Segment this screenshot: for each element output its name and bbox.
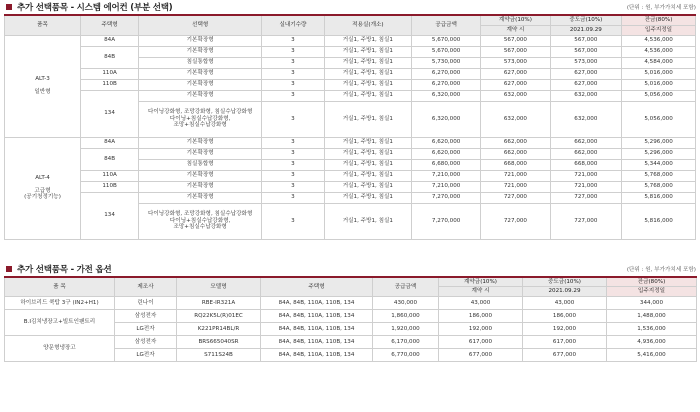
type-cell: 84B: [81, 46, 139, 68]
table-row: [5, 148, 696, 159]
maker-cell: 린나이: [115, 297, 177, 310]
qty-cell: 3: [262, 68, 325, 79]
supply-cell: 5,670,000: [411, 46, 480, 57]
option-cell: 다이닝강화형, 조망강화형, 침실수납강화형 다이닝+침실수납강화형, 조망+침실수납강화형: [139, 101, 262, 137]
option-cell: 침실통합형: [139, 57, 262, 68]
option-cell: 기본확장형: [139, 192, 262, 203]
table-row: [5, 79, 696, 90]
bullet-square-icon: [6, 266, 12, 272]
header-option: 선택형: [139, 15, 262, 35]
place-cell: 거실1, 주방1, 침실1: [324, 203, 411, 239]
deposit-cell: 727,000: [481, 203, 550, 239]
middle-cell: 186,000: [523, 310, 607, 323]
deposit-cell: 567,000: [481, 46, 550, 57]
balance-cell: 4,936,000: [607, 336, 697, 349]
middle-cell: 192,000: [523, 323, 607, 336]
option-cell: 기본확장형: [139, 79, 262, 90]
deposit-cell: 662,000: [481, 148, 550, 159]
item-cell: 양문형냉장고: [5, 336, 115, 362]
middle-cell: 617,000: [523, 336, 607, 349]
type-cell: 134: [81, 90, 139, 137]
table-row: [5, 35, 696, 46]
header-supply: 공급금액: [411, 15, 480, 35]
header-maker: 제조사: [115, 277, 177, 297]
appliance-unit-note: (단위 : 원, 부가가치세 포함): [626, 266, 696, 273]
header-model: 모델명: [177, 277, 261, 297]
table-row: [5, 90, 696, 101]
model-cell: S711S24B: [177, 349, 261, 362]
supply-cell: 6,270,000: [411, 79, 480, 90]
place-cell: 거실1, 주방1, 침실1: [324, 79, 411, 90]
middle-cell: 567,000: [550, 35, 622, 46]
deposit-cell: 627,000: [481, 68, 550, 79]
supply-cell: 430,000: [373, 297, 439, 310]
appliance-section: [0, 262, 700, 363]
header-supply: 공급금액: [373, 277, 439, 297]
supply-cell: 6,270,000: [411, 68, 480, 79]
qty-cell: 3: [262, 148, 325, 159]
deposit-cell: 662,000: [481, 137, 550, 148]
model-cell: RBE-IR321A: [177, 297, 261, 310]
table-row: [5, 336, 697, 349]
type-cell: 84A, 84B, 110A, 110B, 134: [261, 323, 373, 336]
bullet-square-icon: [6, 4, 12, 10]
balance-cell: 5,056,000: [622, 90, 696, 101]
balance-cell: 5,344,000: [622, 159, 696, 170]
type-cell: 84A, 84B, 110A, 110B, 134: [261, 349, 373, 362]
option-cell: 기본확장형: [139, 148, 262, 159]
place-cell: 거실1, 주방1, 침실1: [324, 192, 411, 203]
type-cell: 110A: [81, 170, 139, 181]
option-cell: 기본확장형: [139, 170, 262, 181]
model-cell: BRS665040SR: [177, 336, 261, 349]
place-cell: 거실1, 주방1, 침실1: [324, 46, 411, 57]
qty-cell: 3: [262, 203, 325, 239]
supply-cell: 6,320,000: [411, 90, 480, 101]
table-row: [5, 181, 696, 192]
place-cell: 거실1, 주방1, 침실1: [324, 137, 411, 148]
model-cell: RQ22K5L(R)01EC: [177, 310, 261, 323]
balance-cell: 1,488,000: [607, 310, 697, 323]
type-cell: 110B: [81, 79, 139, 90]
group-sub: 일반형: [34, 89, 51, 95]
deposit-cell: 573,000: [481, 57, 550, 68]
table-row: [5, 46, 696, 57]
qty-cell: 3: [262, 90, 325, 101]
qty-cell: 3: [262, 159, 325, 170]
place-cell: 거실1, 주방1, 침실1: [324, 57, 411, 68]
deposit-cell: 617,000: [439, 336, 523, 349]
type-cell: 110B: [81, 181, 139, 192]
qty-cell: 3: [262, 46, 325, 57]
supply-cell: 1,860,000: [373, 310, 439, 323]
supply-cell: 1,920,000: [373, 323, 439, 336]
option-cell: 기본확장형: [139, 181, 262, 192]
group-cell: [5, 35, 81, 137]
header-deposit-sub: 계약 시: [481, 25, 550, 35]
appliance-table: [4, 276, 697, 363]
middle-cell: 662,000: [550, 148, 622, 159]
deposit-cell: 632,000: [481, 101, 550, 137]
place-cell: 거실1, 주방1, 침실1: [324, 148, 411, 159]
balance-cell: 5,056,000: [622, 101, 696, 137]
item-cell: B.I김치냉장고+빌트인팬트리: [5, 310, 115, 336]
table-row: [5, 297, 697, 310]
middle-cell: 632,000: [550, 101, 622, 137]
header-balance-sub: 입주지정일: [607, 287, 697, 297]
header-deposit: 계약금(10%): [439, 277, 523, 287]
balance-cell: 5,768,000: [622, 170, 696, 181]
place-cell: 거실1, 주방1, 침실1: [324, 101, 411, 137]
model-cell: K221PR14BL/R: [177, 323, 261, 336]
type-cell: 84A: [81, 35, 139, 46]
balance-cell: 5,816,000: [622, 203, 696, 239]
qty-cell: 3: [262, 57, 325, 68]
deposit-cell: 721,000: [481, 181, 550, 192]
group-name: ALT-4: [35, 174, 50, 181]
deposit-cell: 567,000: [481, 35, 550, 46]
balance-cell: 5,016,000: [622, 68, 696, 79]
table-row: [5, 68, 696, 79]
middle-cell: 721,000: [550, 170, 622, 181]
table-row: [5, 192, 696, 203]
supply-cell: 6,770,000: [373, 349, 439, 362]
deposit-cell: 186,000: [439, 310, 523, 323]
table-row: [5, 137, 696, 148]
deposit-cell: 192,000: [439, 323, 523, 336]
aircon-section-title: 추가 선택품목 - 시스템 에어컨 (부분 선택): [6, 1, 172, 13]
deposit-cell: 632,000: [481, 90, 550, 101]
place-cell: 거실1, 주방1, 침실1: [324, 181, 411, 192]
middle-cell: 43,000: [523, 297, 607, 310]
place-cell: 거실1, 주방1, 침실1: [324, 170, 411, 181]
balance-cell: 5,768,000: [622, 181, 696, 192]
place-cell: 거실1, 주방1, 침실1: [324, 90, 411, 101]
table-row: [5, 170, 696, 181]
appliance-section-header: [0, 262, 700, 276]
header-middle: 중도금(10%): [523, 277, 607, 287]
header-middle: 중도금(10%): [550, 15, 622, 25]
place-cell: 거실1, 주방1, 침실1: [324, 159, 411, 170]
header-type: 주택형: [81, 15, 139, 35]
place-cell: 거실1, 주방1, 침실1: [324, 35, 411, 46]
header-item: 품목: [5, 15, 81, 35]
middle-cell: 727,000: [550, 203, 622, 239]
supply-cell: 6,620,000: [411, 148, 480, 159]
type-cell: 84B: [81, 148, 139, 170]
deposit-cell: 727,000: [481, 192, 550, 203]
header-balance: 잔금(80%): [622, 15, 696, 25]
header-deposit-sub: 계약 시: [439, 287, 523, 297]
middle-cell: 677,000: [523, 349, 607, 362]
qty-cell: 3: [262, 137, 325, 148]
supply-cell: 5,670,000: [411, 35, 480, 46]
option-cell: 기본확장형: [139, 137, 262, 148]
group-sub: 고급형 (공기청정기능): [24, 187, 61, 201]
supply-cell: 7,270,000: [411, 192, 480, 203]
deposit-cell: 668,000: [481, 159, 550, 170]
balance-cell: 344,000: [607, 297, 697, 310]
middle-cell: 668,000: [550, 159, 622, 170]
supply-cell: 7,270,000: [411, 203, 480, 239]
option-cell: 기본확장형: [139, 90, 262, 101]
balance-cell: 5,016,000: [622, 79, 696, 90]
middle-cell: 573,000: [550, 57, 622, 68]
supply-cell: 6,680,000: [411, 159, 480, 170]
type-cell: 84A, 84B, 110A, 110B, 134: [261, 336, 373, 349]
balance-cell: 5,296,000: [622, 137, 696, 148]
supply-cell: 7,210,000: [411, 170, 480, 181]
type-cell: 134: [81, 192, 139, 239]
header-place: 적용실(개소): [324, 15, 411, 35]
balance-cell: 4,536,000: [622, 46, 696, 57]
supply-cell: 6,170,000: [373, 336, 439, 349]
aircon-table: [4, 14, 696, 240]
header-type: 주택형: [261, 277, 373, 297]
balance-cell: 5,816,000: [622, 192, 696, 203]
type-cell: 84A, 84B, 110A, 110B, 134: [261, 310, 373, 323]
supply-cell: 5,730,000: [411, 57, 480, 68]
group-name: ALT-3: [35, 76, 50, 83]
middle-cell: 662,000: [550, 137, 622, 148]
balance-cell: 1,536,000: [607, 323, 697, 336]
aircon-section-header: [0, 0, 700, 14]
middle-cell: 727,000: [550, 192, 622, 203]
maker-cell: 삼성전자: [115, 310, 177, 323]
header-middle-sub: 2021.09.29: [523, 287, 607, 297]
place-cell: 거실1, 주방1, 침실1: [324, 68, 411, 79]
type-cell: 84A, 84B, 110A, 110B, 134: [261, 297, 373, 310]
middle-cell: 721,000: [550, 181, 622, 192]
header-balance-sub: 입주지정일: [622, 25, 696, 35]
qty-cell: 3: [262, 79, 325, 90]
deposit-cell: 627,000: [481, 79, 550, 90]
group-cell: [5, 137, 81, 239]
balance-cell: 5,416,000: [607, 349, 697, 362]
item-cell: 하이브리드 쿡탑 3구 (IN2+H1): [5, 297, 115, 310]
qty-cell: 3: [262, 170, 325, 181]
type-cell: 84A: [81, 137, 139, 148]
qty-cell: 3: [262, 35, 325, 46]
option-cell: 기본확장형: [139, 68, 262, 79]
table-row: [5, 310, 697, 323]
header-item: 품 목: [5, 277, 115, 297]
supply-cell: 7,210,000: [411, 181, 480, 192]
header-balance: 잔금(80%): [607, 277, 697, 287]
appliance-section-title: 추가 선택품목 - 가전 옵션: [6, 263, 111, 275]
qty-cell: 3: [262, 101, 325, 137]
middle-cell: 632,000: [550, 90, 622, 101]
header-middle-sub: 2021.09.29: [550, 25, 622, 35]
middle-cell: 627,000: [550, 68, 622, 79]
maker-cell: LG전자: [115, 323, 177, 336]
deposit-cell: 677,000: [439, 349, 523, 362]
maker-cell: LG전자: [115, 349, 177, 362]
balance-cell: 4,584,000: [622, 57, 696, 68]
middle-cell: 627,000: [550, 79, 622, 90]
aircon-unit-note: (단위 : 원, 부가가치세 포함): [626, 5, 696, 11]
deposit-cell: 43,000: [439, 297, 523, 310]
option-cell: 기본확장형: [139, 35, 262, 46]
option-cell: 침실통합형: [139, 159, 262, 170]
maker-cell: 삼성전자: [115, 336, 177, 349]
deposit-cell: 721,000: [481, 170, 550, 181]
header-indoor: 실내기수량: [262, 15, 325, 35]
supply-cell: 6,620,000: [411, 137, 480, 148]
header-deposit: 계약금(10%): [481, 15, 550, 25]
type-cell: 110A: [81, 68, 139, 79]
qty-cell: 3: [262, 192, 325, 203]
qty-cell: 3: [262, 181, 325, 192]
balance-cell: 5,296,000: [622, 148, 696, 159]
middle-cell: 567,000: [550, 46, 622, 57]
balance-cell: 4,536,000: [622, 35, 696, 46]
supply-cell: 6,320,000: [411, 101, 480, 137]
option-cell: 기본확장형: [139, 46, 262, 57]
option-cell: 다이닝강화형, 조망강화형, 침실수납강화형 다이닝+침실수납강화형, 조망+침실수납강화형: [139, 203, 262, 239]
